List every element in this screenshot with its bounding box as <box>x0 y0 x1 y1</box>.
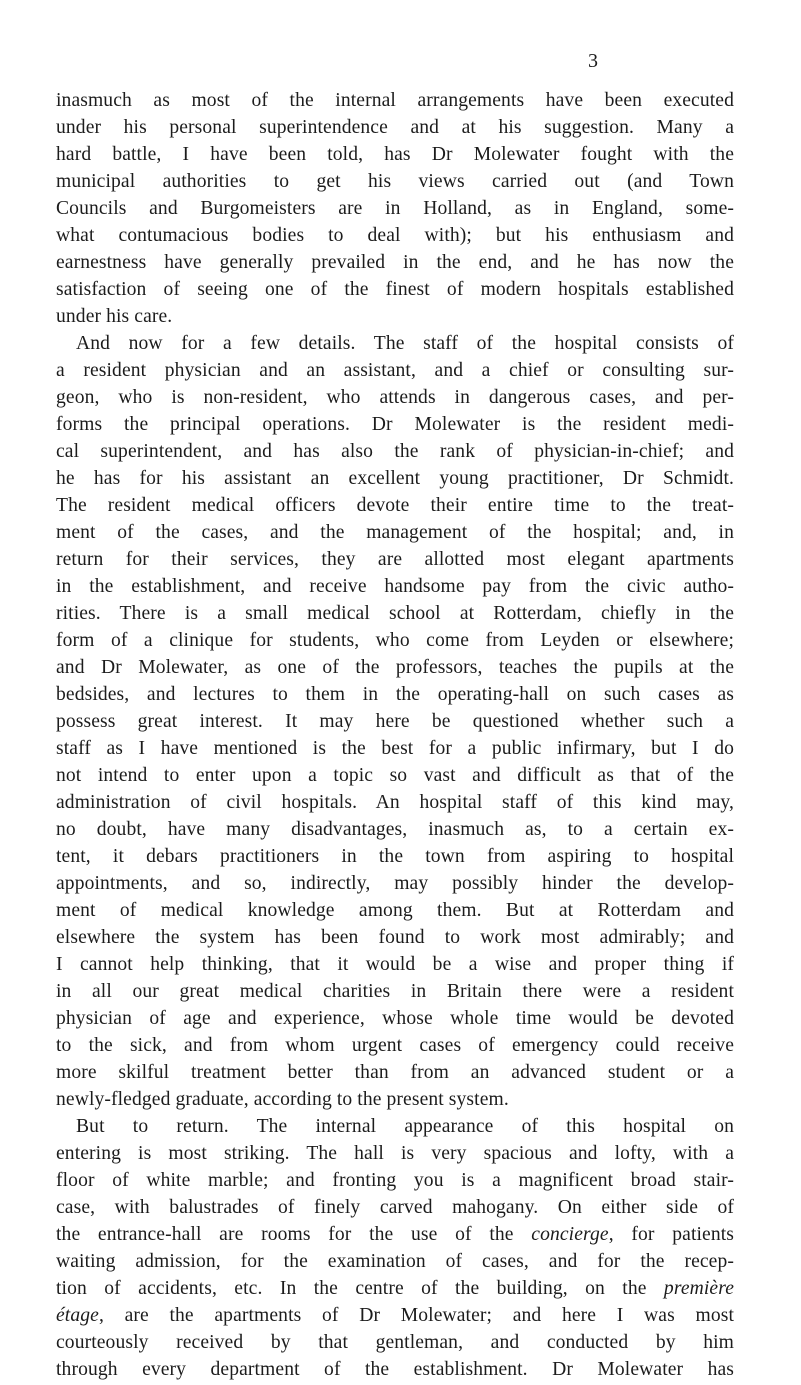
text-line: the entrance-hall are rooms for the use of the concierge, for patients <box>56 1224 734 1245</box>
text-line: under his personal superintendence and at his suggestion. Many a <box>56 117 734 138</box>
text-line: staff as I have mentioned is the best for a public infirmary, but I do <box>56 738 734 759</box>
text-line: physician of age and experience, whose whole time would be devoted <box>56 1008 734 1029</box>
text-line: But to return. The internal appearance of this hospital on <box>76 1116 734 1137</box>
text-line: what contumacious bodies to deal with); but his enthusiasm and <box>56 225 734 246</box>
text-line: more skilful treatment better than from an advanced student or a <box>56 1062 734 1083</box>
text-line: geon, who is non-resident, who attends in dangerous cases, and per- <box>56 387 734 408</box>
text-line: satisfaction of seeing one of the finest of modern hospitals established <box>56 279 734 300</box>
text-line: And now for a few details. The staff of the hospital consists of <box>76 333 734 354</box>
text-line: courteously received by that gentleman, and conducted by him <box>56 1332 734 1353</box>
text-line: no doubt, have many disadvantages, inasmuch as, to a certain ex- <box>56 819 734 840</box>
text-line: a resident physician and an assistant, and a chief or consulting sur- <box>56 360 734 381</box>
body-text <box>56 87 734 1383</box>
text-line: The resident medical officers devote their entire time to the treat- <box>56 495 734 516</box>
text-line: entering is most striking. The hall is very spacious and lofty, with a <box>56 1143 734 1164</box>
text-line: waiting admission, for the examination of cases, and for the recep- <box>56 1251 734 1272</box>
text-line: possess great interest. It may here be questioned whether such a <box>56 711 734 732</box>
text-line: bedsides, and lectures to them in the operating-hall on such cases as <box>56 684 734 705</box>
text-line: forms the principal operations. Dr Molewater is the resident medi- <box>56 414 734 435</box>
text-line: return for their services, they are allotted most elegant apartments <box>56 549 734 570</box>
text-line: tent, it debars practitioners in the town from aspiring to hospital <box>56 846 734 867</box>
text-line: not intend to enter upon a topic so vast and difficult as that of the <box>56 765 734 786</box>
text-line: in the establishment, and receive handsome pay from the civic autho- <box>56 576 734 597</box>
text-line: administration of civil hospitals. An hospital staff of this kind may, <box>56 792 734 813</box>
text-line: form of a clinique for students, who come from Leyden or elsewhere; <box>56 630 734 651</box>
page-number: 3 <box>588 50 598 72</box>
text-line: ment of the cases, and the management of the hospital; and, in <box>56 522 734 543</box>
text-line: and Dr Molewater, as one of the professors, teaches the pupils at the <box>56 657 734 678</box>
text-line: he has for his assistant an excellent young practitioner, Dr Schmidt. <box>56 468 734 489</box>
text-line: I cannot help thinking, that it would be a wise and proper thing if <box>56 954 734 975</box>
text-line: tion of accidents, etc. In the centre of the building, on the première <box>56 1278 734 1299</box>
text-line: ment of medical knowledge among them. But at Rotterdam and <box>56 900 734 921</box>
text-line: floor of white marble; and fronting you is a magnificent broad stair- <box>56 1170 734 1191</box>
text-line: through every department of the establishment. Dr Molewater has <box>56 1359 734 1380</box>
text-line: étage, are the apartments of Dr Molewater; and here I was most <box>56 1305 734 1326</box>
text-line: elsewhere the system has been found to work most admirably; and <box>56 927 734 948</box>
text-line: Councils and Burgomeisters are in Holland, as in England, some- <box>56 198 734 219</box>
text-line: municipal authorities to get his views carried out (and Town <box>56 171 734 192</box>
text-line: in all our great medical charities in Britain there were a resident <box>56 981 734 1002</box>
text-line: cal superintendent, and has also the rank of physician-in-chief; and <box>56 441 734 462</box>
text-line: earnestness have generally prevailed in the end, and he has now the <box>56 252 734 273</box>
text-line: under his care. <box>56 306 173 327</box>
text-line: hard battle, I have been told, has Dr Molewater fought with the <box>56 144 734 165</box>
text-line: newly-fledged graduate, according to the present system. <box>56 1089 509 1110</box>
text-line: inasmuch as most of the internal arrangements have been executed <box>56 90 734 111</box>
text-line: case, with balustrades of finely carved mahogany. On either side of <box>56 1197 734 1218</box>
text-line: rities. There is a small medical school at Rotterdam, chiefly in the <box>56 603 734 624</box>
text-line: to the sick, and from whom urgent cases of emergency could receive <box>56 1035 734 1056</box>
text-line: appointments, and so, indirectly, may possibly hinder the develop- <box>56 873 734 894</box>
